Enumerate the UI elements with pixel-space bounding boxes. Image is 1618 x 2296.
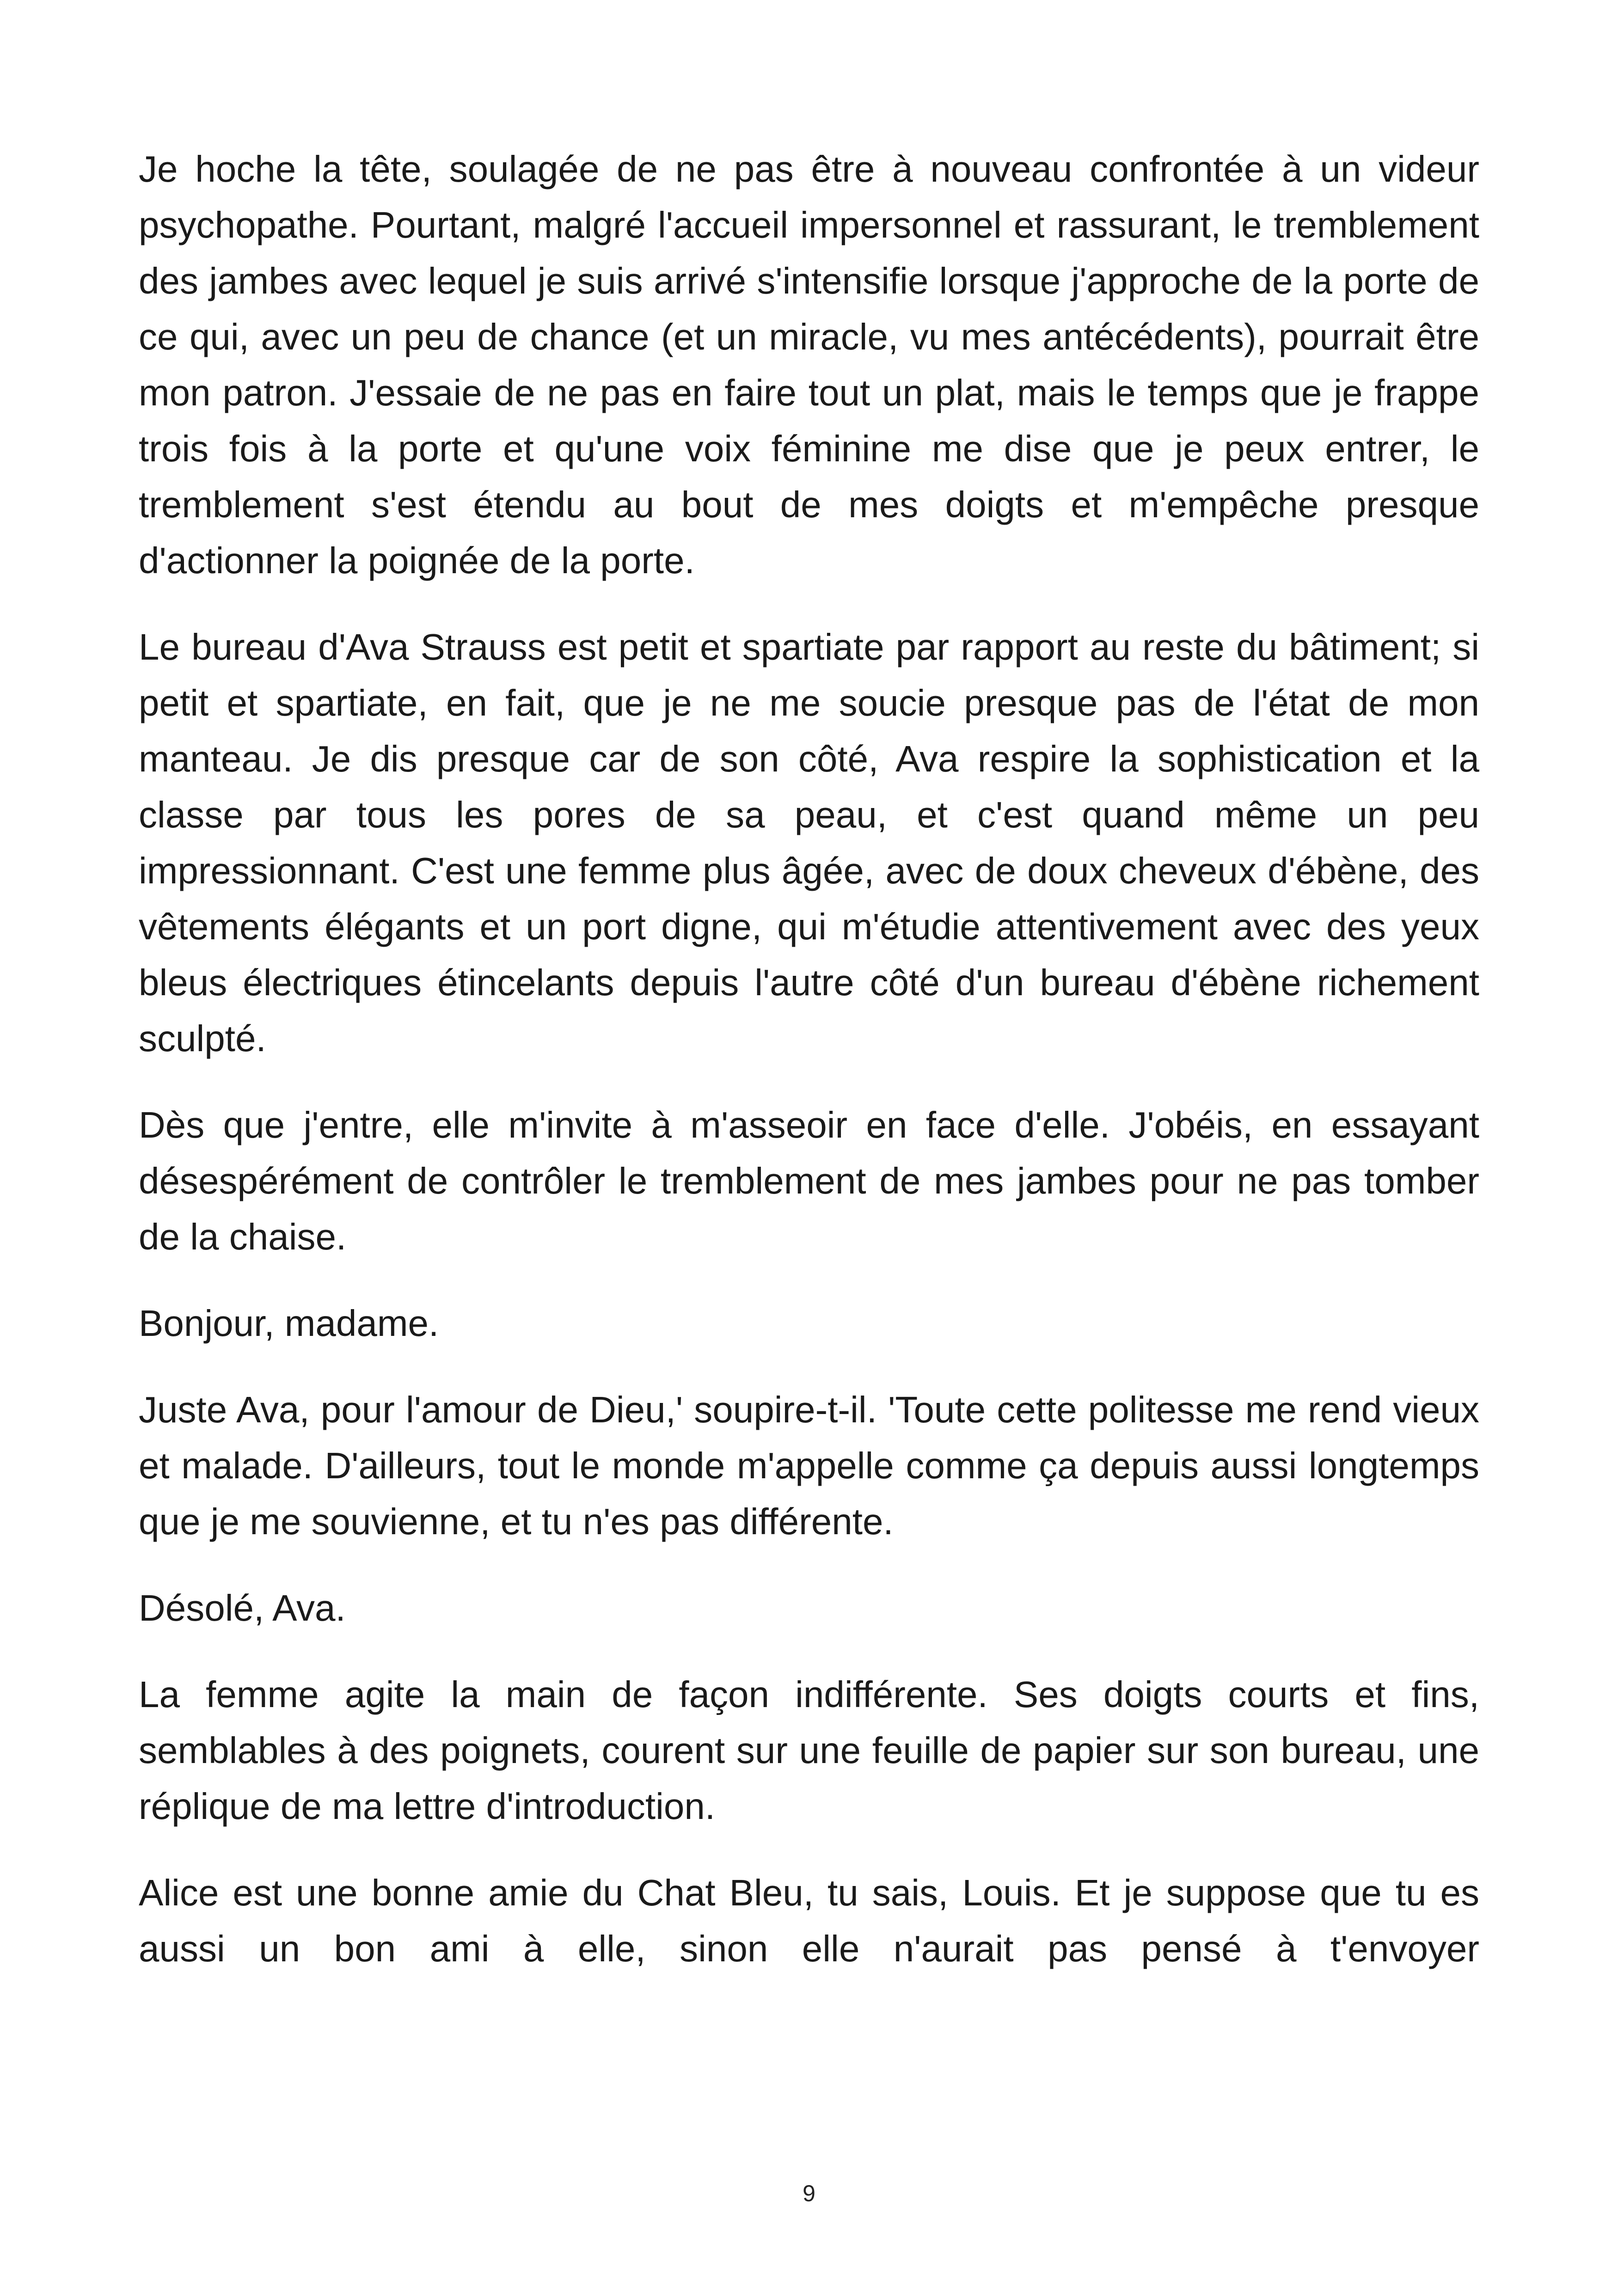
paragraph: Désolé, Ava. bbox=[139, 1587, 346, 1629]
page-number: 9 bbox=[803, 2180, 815, 2206]
paragraph: Dès que j'entre, elle m'invite à m'asseoir en face d'elle. J'obéis, en essayant désespérément de contrôler le tremblement de mes jambes pour ne pas tomber de la chaise. bbox=[139, 1104, 1479, 1257]
paragraph: Le bureau d'Ava Strauss est petit et spartiate par rapport au reste du bâtiment; si petit et spartiate, en fait, que je ne me soucie presque pas de l'état de mon manteau. Je dis presque car de son côté, Ava respire la sophistication et la classe par tous les pores de sa peau, et c'est quand même un peu impressionnant. C'est une femme plus âgée, avec de doux cheveux d'ébène, des vêtements élégants et un port digne, qui m'étudie attentivement avec des yeux bleus électriques étincelants depuis l'autre côté d'un bureau d'ébène richement sculpté. bbox=[139, 626, 1479, 1059]
paragraph: Je hoche la tête, soulagée de ne pas être à nouveau confrontée à un videur psychopathe. Pourtant, malgré l'accueil impersonnel et rassurant, le tremblement des jambes avec lequel je suis arrivé s'intensifie lorsque j'approche de la porte de ce qui, avec un peu de chance (et un miracle, vu mes antécédents), pourrait être mon patron. J'essaie de ne pas en faire tout un plat, mais le temps que je frappe trois fois à la porte et qu'une voix féminine me dise que je peux entrer, le tremblement s'est étendu au bout de mes doigts et m'empêche presque d'actionner la poignée de la porte. bbox=[139, 148, 1479, 581]
paragraph: Bonjour, madame. bbox=[139, 1303, 439, 1344]
paragraph: La femme agite la main de façon indifférente. Ses doigts courts et fins, semblables à des poignets, courent sur une feuille de papier sur son bureau, une réplique de ma lettre d'introduction. bbox=[139, 1674, 1479, 1827]
document-body bbox=[139, 141, 1479, 1977]
paragraph: Juste Ava, pour l'amour de Dieu,' soupire-t-il. 'Toute cette politesse me rend vieux et malade. D'ailleurs, tout le monde m'appelle comme ça depuis aussi longtemps que je me souvienne, et tu n'es pas différente. bbox=[139, 1389, 1479, 1542]
paragraph: Alice est une bonne amie du Chat Bleu, tu sais, Louis. Et je suppose que tu es aussi un bon ami à elle, sinon elle n'aurait pas pensé à t'envoyer bbox=[139, 1872, 1479, 1969]
